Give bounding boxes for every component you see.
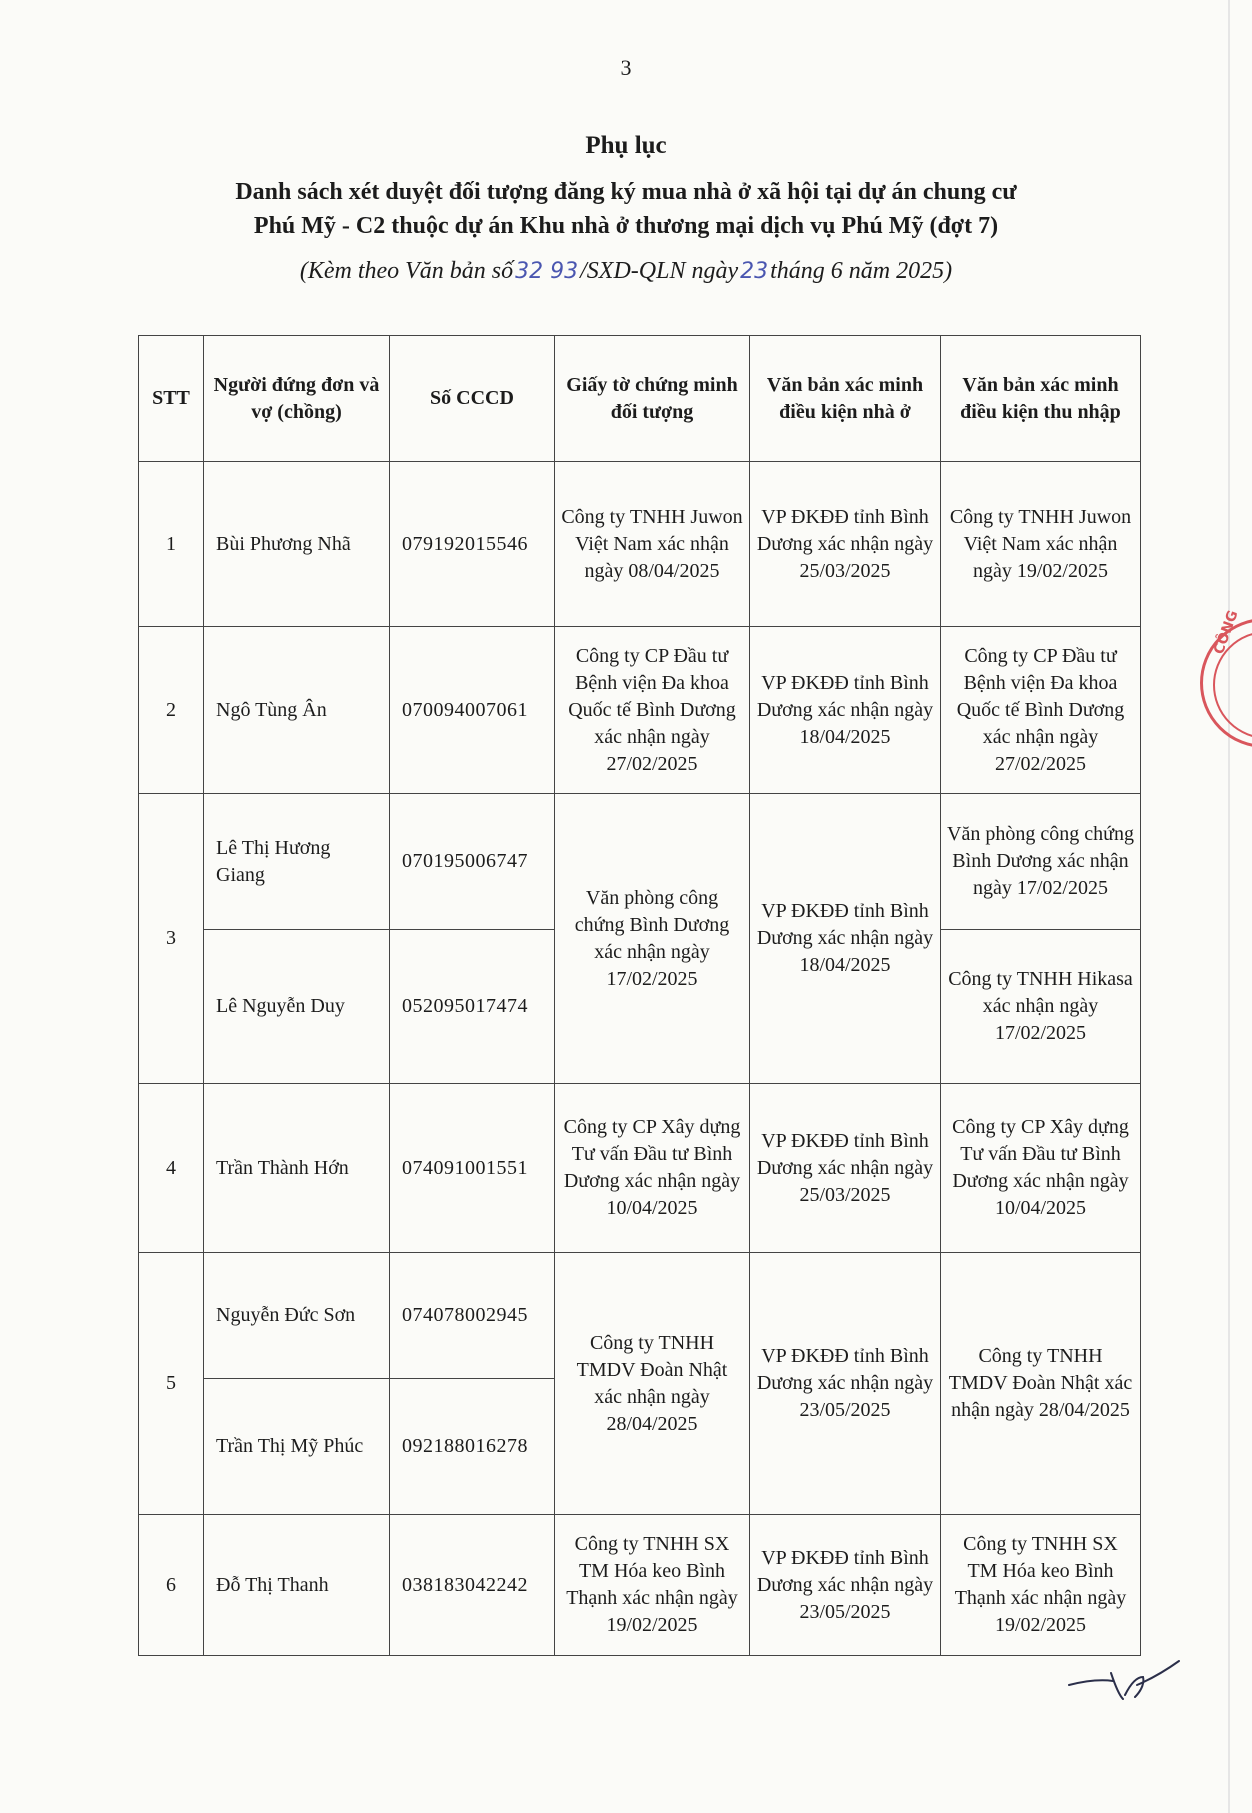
applicant-name: Bùi Phương Nhã	[204, 462, 390, 627]
table-header-row	[139, 336, 1141, 462]
header-document: Giấy tờ chứng minh đối tượng	[555, 336, 750, 462]
table-row	[139, 794, 1141, 930]
stt-cell: 3	[139, 794, 204, 1084]
reference-line	[0, 258, 1252, 285]
housing-cell: VP ĐKĐĐ tỉnh Bình Dương xác nhận ngày 18/04/2025	[750, 794, 941, 1084]
document-cell: Công ty CP Xây dựng Tư vấn Đầu tư Bình Dương xác nhận ngày 10/04/2025	[555, 1084, 750, 1253]
applicant-name: Lê Thị Hương Giang	[204, 794, 390, 930]
subtitle-line-1: Danh sách xét duyệt đối tượng đăng ký mua nhà ở xã hội tại dự án chung cư	[235, 179, 1017, 205]
income-cell: Công ty TNHH Hikasa xác nhận ngày 17/02/2025	[941, 930, 1141, 1084]
header-housing: Văn bản xác minh điều kiện nhà ở	[750, 336, 941, 462]
reference-prefix: (Kèm theo Văn bản số	[299, 258, 514, 284]
header-stt: STT	[139, 336, 204, 462]
document-cell: Công ty TNHH Juwon Việt Nam xác nhận ngày 08/04/2025	[555, 462, 750, 627]
document-cell: Công ty TNHH SX TM Hóa keo Bình Thạnh xác nhận ngày 19/02/2025	[555, 1515, 750, 1656]
applicant-name: Nguyễn Đức Sơn	[204, 1253, 390, 1379]
stt-cell: 2	[139, 627, 204, 794]
stt-cell: 5	[139, 1253, 204, 1515]
stt-cell: 1	[139, 462, 204, 627]
applicant-name: Trần Thành Hớn	[204, 1084, 390, 1253]
applicant-name: Ngô Tùng Ân	[204, 627, 390, 794]
cccd-number: 074091001551	[390, 1084, 555, 1253]
spouse-name: Trần Thị Mỹ Phúc	[204, 1379, 390, 1515]
handwritten-doc-number: 32 93	[515, 259, 579, 284]
initials-signature	[1065, 1655, 1185, 1715]
header-income: Văn bản xác minh điều kiện thu nhập	[941, 336, 1141, 462]
header-cccd: Số CCCD	[390, 336, 555, 462]
document-subtitle	[120, 175, 1132, 243]
income-cell: Công ty TNHH TMDV Đoàn Nhật xác nhận ngày 28/04/2025	[941, 1253, 1141, 1515]
table-row	[139, 1084, 1141, 1253]
cccd-number: 092188016278	[390, 1379, 555, 1515]
table-row	[139, 1253, 1141, 1379]
stt-cell: 4	[139, 1084, 204, 1253]
page-number: 3	[620, 55, 632, 80]
document-cell: Văn phòng công chứng Bình Dương xác nhận ngày 17/02/2025	[555, 794, 750, 1084]
housing-cell: VP ĐKĐĐ tỉnh Bình Dương xác nhận ngày 23/05/2025	[750, 1253, 941, 1515]
income-cell: Công ty TNHH Juwon Việt Nam xác nhận ngày 19/02/2025	[941, 462, 1141, 627]
table-row	[139, 462, 1141, 627]
reference-middle: /SXD-QLN ngày	[580, 258, 739, 284]
stamp-text: CÔNG	[1211, 608, 1242, 657]
cccd-number: 052095017474	[390, 930, 555, 1084]
housing-cell: VP ĐKĐĐ tỉnh Bình Dương xác nhận ngày 25/03/2025	[750, 462, 941, 627]
cccd-number: 070195006747	[390, 794, 555, 930]
appendix-heading: Phụ lục	[585, 132, 667, 159]
housing-cell: VP ĐKĐĐ tỉnh Bình Dương xác nhận ngày 23/05/2025	[750, 1515, 941, 1656]
housing-cell: VP ĐKĐĐ tỉnh Bình Dương xác nhận ngày 18/04/2025	[750, 627, 941, 794]
reference-suffix: tháng 6 năm 2025)	[770, 258, 953, 284]
cccd-number: 079192015546	[390, 462, 555, 627]
applicant-name: Đỗ Thị Thanh	[204, 1515, 390, 1656]
handwritten-day: 23	[740, 259, 769, 284]
income-cell: Văn phòng công chứng Bình Dương xác nhận ngày 17/02/2025	[941, 794, 1141, 930]
stt-cell: 6	[139, 1515, 204, 1656]
table-row	[139, 1515, 1141, 1656]
red-seal-stamp	[1200, 608, 1252, 748]
cccd-number: 070094007061	[390, 627, 555, 794]
cccd-number: 038183042242	[390, 1515, 555, 1656]
document-cell: Công ty TNHH TMDV Đoàn Nhật xác nhận ngày 28/04/2025	[555, 1253, 750, 1515]
table-row	[139, 627, 1141, 794]
income-cell: Công ty CP Đầu tư Bệnh viện Đa khoa Quốc tế Bình Dương xác nhận ngày 27/02/2025	[941, 627, 1141, 794]
income-cell: Công ty TNHH SX TM Hóa keo Bình Thạnh xác nhận ngày 19/02/2025	[941, 1515, 1141, 1656]
header-applicant: Người đứng đơn và vợ (chồng)	[204, 336, 390, 462]
spouse-name: Lê Nguyễn Duy	[204, 930, 390, 1084]
document-cell: Công ty CP Đầu tư Bệnh viện Đa khoa Quốc tế Bình Dương xác nhận ngày 27/02/2025	[555, 627, 750, 794]
subtitle-line-2: Phú Mỹ - C2 thuộc dự án Khu nhà ở thương mại dịch vụ Phú Mỹ (đợt 7)	[253, 213, 999, 239]
housing-cell: VP ĐKĐĐ tỉnh Bình Dương xác nhận ngày 25/03/2025	[750, 1084, 941, 1253]
income-cell: Công ty CP Xây dựng Tư vấn Đầu tư Bình Dương xác nhận ngày 10/04/2025	[941, 1084, 1141, 1253]
applicant-table	[138, 335, 1141, 1656]
cccd-number: 074078002945	[390, 1253, 555, 1379]
